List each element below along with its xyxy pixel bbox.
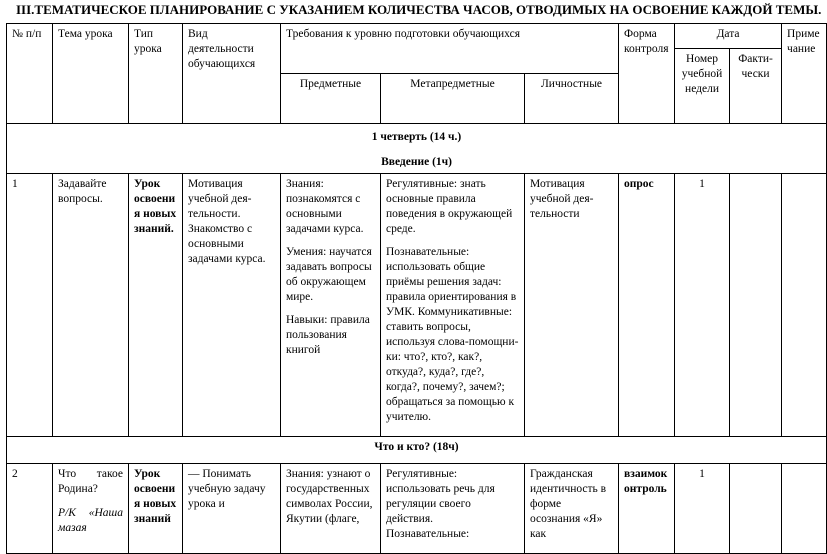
row-actual [730, 174, 782, 437]
row-control: взаимок онтроль [619, 464, 675, 554]
header-personal: Личностные [525, 74, 619, 124]
row-personal: Мотивация учебной дея-тельности [525, 174, 619, 437]
header-note: Приме чание [782, 24, 827, 124]
row-activity: — Понимать учебную задачу урока и [183, 464, 281, 554]
subject-skills: Умения: научатся задавать вопросы об окружающем мире. [286, 246, 372, 303]
header-requirements: Требования к уровню подготовки обучающихся [281, 24, 619, 74]
row-week: 1 [675, 174, 730, 437]
row-note [782, 464, 827, 554]
quarter-label: 1 четверть (14 ч.) [371, 131, 462, 143]
topic-word: Что [58, 468, 77, 480]
row-week: 1 [675, 464, 730, 554]
row-num: 2 [7, 464, 53, 554]
row-meta: Регулятивные: использовать речь для регуляции своего действия. Познавательные: [381, 464, 525, 554]
header-actual: Факти-чески [730, 49, 782, 124]
row-type: Урок освоени я новых знаний [129, 464, 183, 554]
section-quarter [7, 124, 827, 174]
row-subject [281, 174, 381, 437]
page-title: III.ТЕМАТИЧЕСКОЕ ПЛАНИРОВАНИЕ С УКАЗАНИЕМ КОЛИЧЕСТВА ЧАСОВ, ОТВОДИМЫХ НА ОСВОЕНИЕ КАЖДОЙ ТЕМЫ. [16, 2, 822, 17]
header-date: Дата [675, 24, 782, 49]
row-activity: Мотивация учебной дея-тельности. Знакомство с основными задачами курса. [183, 174, 281, 437]
row-note [782, 174, 827, 437]
row-actual [730, 464, 782, 554]
row-subject: Знания: узнают о государственных символах России, Якутии (флаге, [281, 464, 381, 554]
header-meta: Метапредметные [381, 74, 525, 124]
planning-table [6, 23, 827, 554]
row-control: опрос [619, 174, 675, 437]
topic-word: такое [96, 468, 123, 480]
meta-cognitive: Познавательные: использовать общие приёмы решения задач: правила ориентирования в УМК. Коммуникативные: ставить вопросы, используя слова-помощни-ки: что?, кто?, как?, откуда?, куда?, где?, когда?, почему?, зачем?; обращаться за помощью к учителю. [386, 246, 519, 423]
section-what-who: Что и кто? (18ч) [7, 437, 827, 464]
row-personal: Гражданская идентичность в форме осознания «Я» как [525, 464, 619, 554]
table-row [7, 464, 827, 554]
subject-habits: Навыки: правила пользования книгой [286, 314, 370, 356]
meta-regulatory: Регулятивные: знать основные правила поведения в окружающей среде. [386, 178, 513, 235]
row-meta [381, 174, 525, 437]
topic-word: «Наша [88, 507, 123, 519]
table-row [7, 174, 827, 437]
header-topic: Тема урока [53, 24, 129, 124]
intro-label: Введение (1ч) [381, 156, 452, 168]
header-subject: Предметные [281, 74, 381, 124]
row-topic [53, 464, 129, 554]
row-num: 1 [7, 174, 53, 437]
topic-word: мазая [58, 522, 87, 534]
header-num: № п/п [7, 24, 53, 124]
row-type: Урок освоени я новых знаний. [129, 174, 183, 437]
topic-word: Р/К [58, 507, 76, 519]
header-type: Тип урока [129, 24, 183, 124]
subject-knowledge: Знания: познакомятся с основными задачами курса. [286, 178, 364, 235]
header-week-number: Номер учебной недели [675, 49, 730, 124]
header-activity: Вид деятельности обучающихся [183, 24, 281, 124]
header-control: Форма контроля [619, 24, 675, 124]
row-topic: Задавайте вопросы. [53, 174, 129, 437]
topic-word: Родина? [58, 483, 98, 495]
